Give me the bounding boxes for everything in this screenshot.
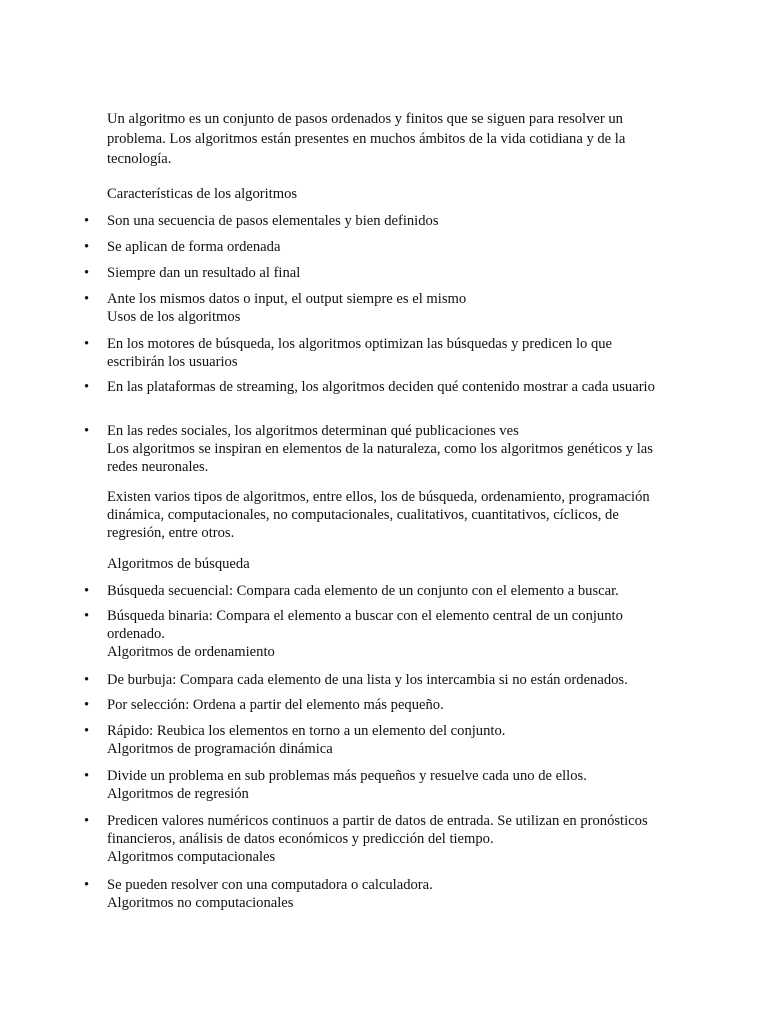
list-item-text: Divide un problema en sub problemas más pequeños y resuelve cada uno de ellos.: [107, 768, 587, 784]
heading-busqueda: Algoritmos de búsqueda: [107, 556, 250, 572]
bullet-icon: •: [84, 877, 90, 893]
bullet-icon: •: [84, 672, 90, 688]
bullet-icon: •: [84, 608, 90, 624]
list-item-text: Ante los mismos datos o input, el output siempre es el mismo: [107, 291, 467, 307]
heading-computacionales: Algoritmos computacionales: [107, 849, 276, 865]
bullet-icon: •: [84, 291, 90, 307]
list-item: [84, 238, 662, 256]
bullet-icon: •: [84, 213, 90, 229]
list-item-text: Predicen valores numéricos continuos a partir de datos de entrada. Se utilizan en pronósticos financieros, análisis de datos económicos y predicción del tiempo.: [107, 813, 648, 847]
heading-dinamica: Algoritmos de programación dinámica: [107, 741, 333, 757]
list-item-text: En las redes sociales, los algoritmos determinan qué publicaciones ves: [107, 423, 519, 439]
list-item: [84, 582, 662, 600]
list-item-text: De burbuja: Compara cada elemento de una lista y los intercambia si no están ordenados.: [107, 672, 628, 688]
list-item: [84, 335, 662, 371]
list-item-text: Se aplican de forma ordenada: [107, 239, 281, 255]
bullet-icon: •: [84, 768, 90, 784]
heading-usos: Usos de los algoritmos: [107, 309, 241, 325]
list-item-text: Siempre dan un resultado al final: [107, 265, 301, 281]
list-item: [84, 876, 662, 912]
list-item-text: En los motores de búsqueda, los algoritmos optimizan las búsquedas y predicen lo que escribirán los usuarios: [107, 336, 613, 370]
bullet-icon: •: [84, 423, 90, 439]
list-item: [84, 767, 662, 803]
naturaleza-paragraph: Los algoritmos se inspiran en elementos de la naturaleza, como los algoritmos genéticos y las redes neuronales.: [107, 441, 653, 475]
intro-paragraph: Un algoritmo es un conjunto de pasos ordenados y finitos que se siguen para resolver un problema. Los algoritmos están presentes en muchos ámbitos de la vida cotidiana y de la tecnología.: [107, 111, 626, 167]
list-item-text: Búsqueda secuencial: Compara cada elemento de un conjunto con el elemento a buscar.: [107, 583, 619, 599]
list-item: [84, 696, 662, 714]
bullet-icon: •: [84, 583, 90, 599]
heading-caracteristicas: Características de los algoritmos: [107, 186, 298, 202]
list-item: [84, 264, 662, 282]
list-item-text: Rápido: Reubica los elementos en torno a un elemento del conjunto.: [107, 723, 506, 739]
list-item-text: Son una secuencia de pasos elementales y bien definidos: [107, 213, 439, 229]
heading-regresion: Algoritmos de regresión: [107, 786, 249, 802]
list-item: [84, 607, 662, 661]
list-item-text: Por selección: Ordena a partir del elemento más pequeño.: [107, 697, 444, 713]
list-item: [84, 422, 662, 476]
tipos-paragraph: Existen varios tipos de algoritmos, entre ellos, los de búsqueda, ordenamiento, programación dinámica, computacionales, no computacionales, cualitativos, cuantitativos, cíclicos, de regresión, entre otros.: [107, 489, 650, 541]
list-item: [84, 722, 662, 758]
list-item: [84, 290, 662, 326]
heading-no-computacionales: Algoritmos no computacionales: [107, 895, 294, 911]
list-item-text: Búsqueda binaria: Compara el elemento a buscar con el elemento central de un conjunto ordenado.: [107, 608, 623, 642]
list-item: [84, 212, 662, 230]
list-item-text: En las plataformas de streaming, los algoritmos deciden qué contenido mostrar a cada usuario: [107, 379, 655, 395]
bullet-icon: •: [84, 336, 90, 352]
heading-ordenamiento: Algoritmos de ordenamiento: [107, 644, 275, 660]
list-item: [84, 812, 662, 866]
bullet-icon: •: [84, 379, 90, 395]
bullet-icon: •: [84, 813, 90, 829]
bullet-icon: •: [84, 723, 90, 739]
list-item-text: Se pueden resolver con una computadora o calculadora.: [107, 877, 433, 893]
list-item: [84, 671, 662, 689]
bullet-icon: •: [84, 265, 90, 281]
list-item: [84, 378, 662, 396]
bullet-icon: •: [84, 239, 90, 255]
bullet-icon: •: [84, 697, 90, 713]
